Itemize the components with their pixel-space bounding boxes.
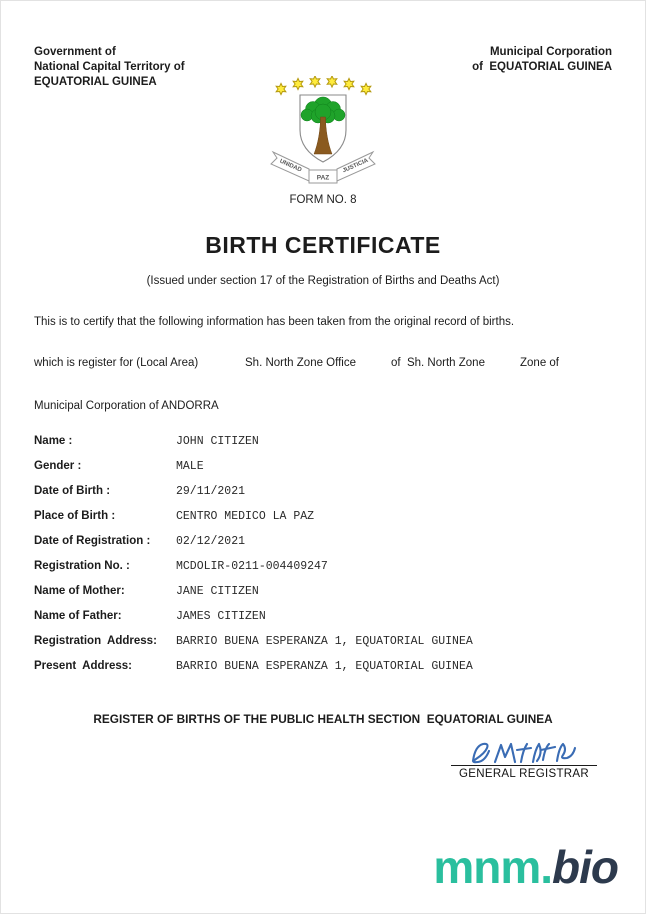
field-row-name-of-father [34,610,612,635]
field-row-registration-no [34,560,612,585]
register-line-label: which is register for (Local Area) [34,357,199,369]
field-value: JOHN CITIZEN [176,435,259,448]
zone-of-label: Zone of [520,357,559,369]
field-label: Name of Father: [34,610,122,622]
issuing-authority-left [34,45,185,90]
field-row-present-address [34,660,612,685]
mnm-bio-logo [433,841,618,893]
page-title: BIRTH CERTIFICATE [205,232,441,258]
certificate-fields [34,435,612,685]
field-label: Registration Address: [34,635,157,647]
field-label: Registration No. : [34,560,130,572]
field-value: BARRIO BUENA ESPERANZA 1, EQUATORIAL GUINEA [176,660,473,673]
field-value: MCDOLIR-0211-004409247 [176,560,328,573]
signature-icon [465,739,583,767]
field-label: Gender : [34,460,82,472]
ribbon-text-center: PAZ [316,174,330,182]
field-row-place-of-birth [34,510,612,535]
field-row-name [34,435,612,460]
form-number: FORM NO. 8 [289,194,357,206]
header-left-line3: EQUATORIAL GUINEA [34,76,157,88]
ribbon-text-left: UNIDAD [278,158,303,174]
logo-part-mnm: mnm. [433,841,553,893]
field-value: MALE [176,460,204,473]
field-value: JAMES CITIZEN [176,610,266,623]
field-row-registration-address [34,635,612,660]
field-label: Name of Mother: [34,585,125,597]
field-value: 02/12/2021 [176,535,246,548]
zone-value: of Sh. North Zone [391,357,485,369]
star-icon [276,76,371,95]
field-row-gender [34,460,612,485]
field-value: JANE CITIZEN [176,585,259,598]
registrar-signature-block [451,739,597,780]
field-label: Date of Birth : [34,485,111,497]
register-of-births-line: REGISTER OF BIRTHS OF THE PUBLIC HEALTH SECTION EQUATORIAL GUINEA [93,712,553,726]
registrar-title: GENERAL REGISTRAR [459,768,589,780]
logo-part-bio: bio [552,841,618,893]
field-value: 29/11/2021 [176,485,246,498]
certify-statement: This is to certify that the following information has been taken from the original record of births. [34,316,515,328]
field-label: Present Address: [34,660,132,672]
municipal-corporation-line: Municipal Corporation of ANDORRA [34,400,219,412]
field-value: BARRIO BUENA ESPERANZA 1, EQUATORIAL GUINEA [176,635,473,648]
header-left-line2: National Capital Territory of [34,61,185,73]
field-label: Place of Birth : [34,510,116,522]
field-row-date-of-registration [34,535,612,560]
header-right-line1: Municipal Corporation [489,46,612,58]
field-label: Name : [34,435,73,447]
field-label: Date of Registration : [34,535,151,547]
page-subtitle: (Issued under section 17 of the Registration of Births and Deaths Act) [146,275,500,287]
issuing-authority-right [472,45,612,90]
emblem-container [1,76,645,189]
zone-office-value: Sh. North Zone Office [245,357,357,369]
header-left-line1: Government of [34,46,116,58]
field-row-name-of-mother [34,585,612,610]
ribbon-text-right: JUSTICIA [341,157,370,175]
field-row-date-of-birth [34,485,612,510]
field-value: CENTRO MEDICO LA PAZ [176,510,315,523]
coat-of-arms-emblem [262,76,384,184]
header-right-line2: of EQUATORIAL GUINEA [472,61,612,73]
register-zone-line [34,357,612,371]
